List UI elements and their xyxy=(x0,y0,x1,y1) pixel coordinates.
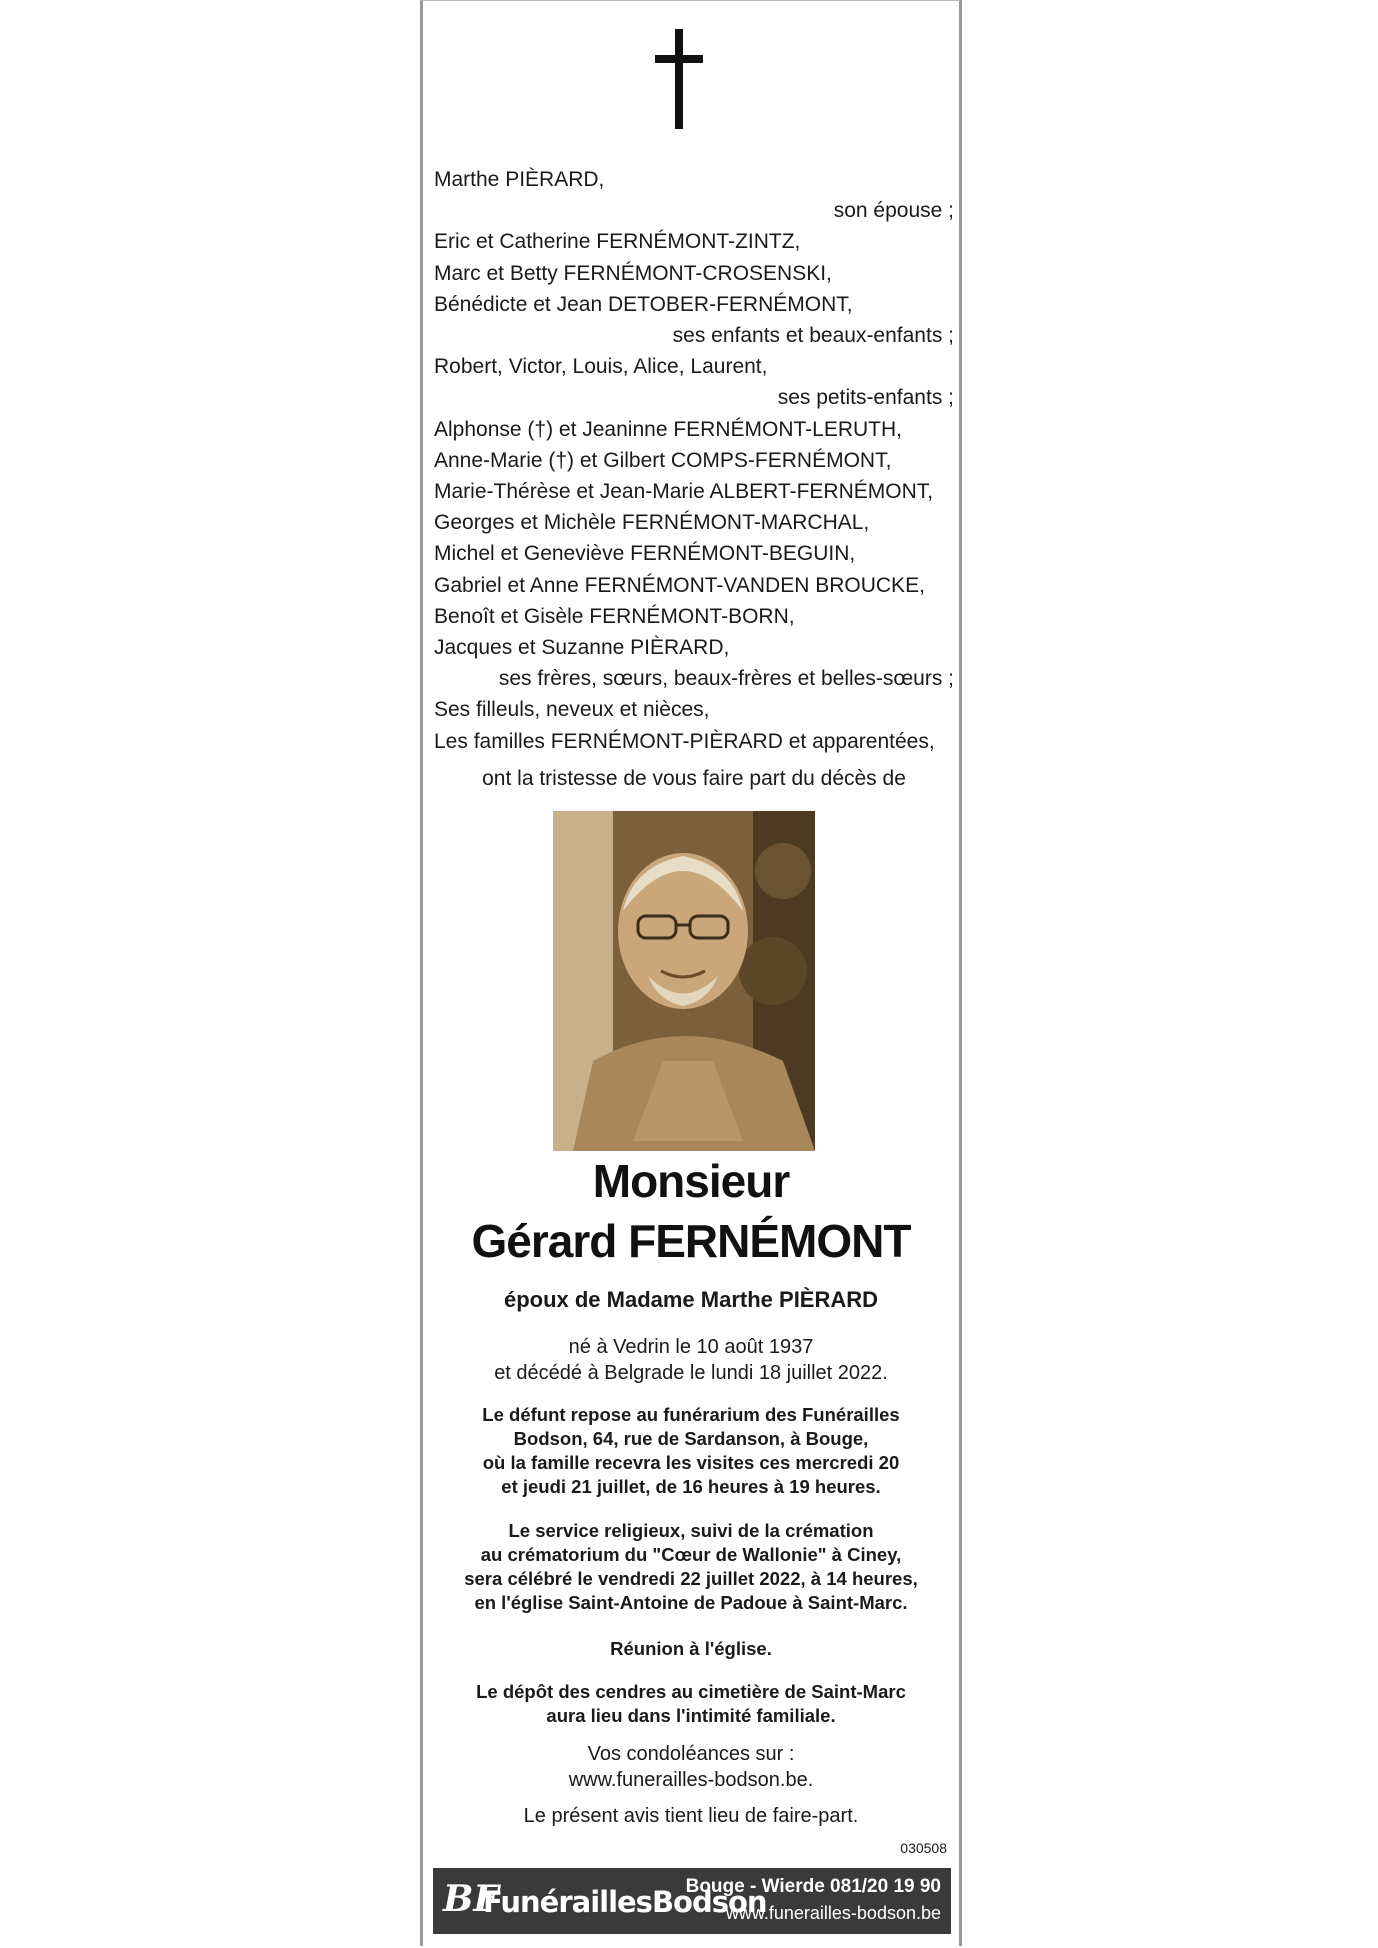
family-list xyxy=(434,164,954,794)
family-line: Gabriel et Anne FERNÉMONT-VANDEN BROUCKE, xyxy=(434,573,925,597)
death-notice xyxy=(420,0,962,1946)
family-line: Eric et Catherine FERNÉMONT-ZINTZ, xyxy=(434,230,801,254)
bodson-logo: BF xyxy=(443,1878,499,1920)
portrait-photo xyxy=(553,811,815,1151)
funeral-home-banner xyxy=(433,1868,951,1934)
family-line: Bénédicte et Jean DETOBER-FERNÉMONT, xyxy=(434,292,853,316)
spouse-line: époux de Madame Marthe PIÈRARD xyxy=(503,1287,879,1312)
cross-icon xyxy=(655,29,703,129)
death-line: et décédé à Belgrade le lundi 18 juillet 2022. xyxy=(494,1362,888,1384)
ashes-paragraph: Le dépôt des cendres au cimetière de Saint-Marc aura lieu dans l'intimité familiale. xyxy=(476,1681,906,1726)
family-line: Benoît et Gisèle FERNÉMONT-BORN, xyxy=(434,604,795,628)
family-line: Marie-Thérèse et Jean-Marie ALBERT-FERNÉMONT, xyxy=(434,480,934,504)
family-line: son épouse ; xyxy=(833,199,954,223)
family-line: Marthe PIÈRARD, xyxy=(434,168,605,191)
family-line: Georges et Michèle FERNÉMONT-MARCHAL, xyxy=(434,511,870,535)
contact-phone: Bouge - Wierde 081/20 19 90 xyxy=(685,1876,941,1897)
repose-paragraph: Le défunt repose au funérarium des Funérailles Bodson, 64, rue de Sardanson, à Bouge, où la famille recevra les visites ces mercredi 20 et jeudi 21 juillet, de 16 heures à 19 heures. xyxy=(482,1404,900,1497)
family-line: Marc et Betty FERNÉMONT-CROSENSKI, xyxy=(434,261,832,285)
condolences-paragraph: Vos condoléances sur : www.funerailles-bodson.be. xyxy=(568,1743,814,1791)
family-line: Ses filleuls, neveux et nièces, xyxy=(434,698,710,722)
family-line: ses petits-enfants ; xyxy=(777,386,954,410)
notice-line: Le présent avis tient lieu de faire-part. xyxy=(523,1805,859,1827)
family-line: Les familles FERNÉMONT-PIÈRARD et apparentées, xyxy=(434,729,935,753)
deceased-title: Monsieur xyxy=(592,1155,790,1207)
service-paragraph: Le service religieux, suivi de la crémation au crématorium du "Cœur de Wallonie" à Ciney, sera célébré le vendredi 22 juillet 2022, à 14 heures, en l'église Saint-Antoine de Padoue à Saint-Marc. xyxy=(464,1520,918,1613)
family-line: Michel et Geneviève FERNÉMONT-BEGUIN, xyxy=(434,542,856,566)
website-link[interactable]: www.funerailles-bodson.be xyxy=(725,1903,941,1923)
brand-name: FunéraillesBodson xyxy=(483,1885,767,1919)
birth-line: né à Vedrin le 10 août 1937 xyxy=(568,1336,814,1358)
reference-number: 030508 xyxy=(900,1840,947,1856)
family-line: Robert, Victor, Louis, Alice, Laurent, xyxy=(434,355,768,379)
family-line: ont la tristesse de vous faire part du décès de xyxy=(482,766,906,790)
family-line: ses enfants et beaux-enfants ; xyxy=(672,324,954,348)
family-line: Jacques et Suzanne PIÈRARD, xyxy=(434,636,730,660)
family-line: Anne-Marie (†) et Gilbert COMPS-FERNÉMONT, xyxy=(434,448,892,472)
family-line: ses frères, sœurs, beaux-frères et belles-sœurs ; xyxy=(498,667,954,691)
deceased-name: Gérard FERNÉMONT xyxy=(471,1215,911,1267)
reunion-line: Réunion à l'église. xyxy=(610,1638,772,1659)
family-line: Alphonse (†) et Jeaninne FERNÉMONT-LERUTH, xyxy=(434,417,902,441)
